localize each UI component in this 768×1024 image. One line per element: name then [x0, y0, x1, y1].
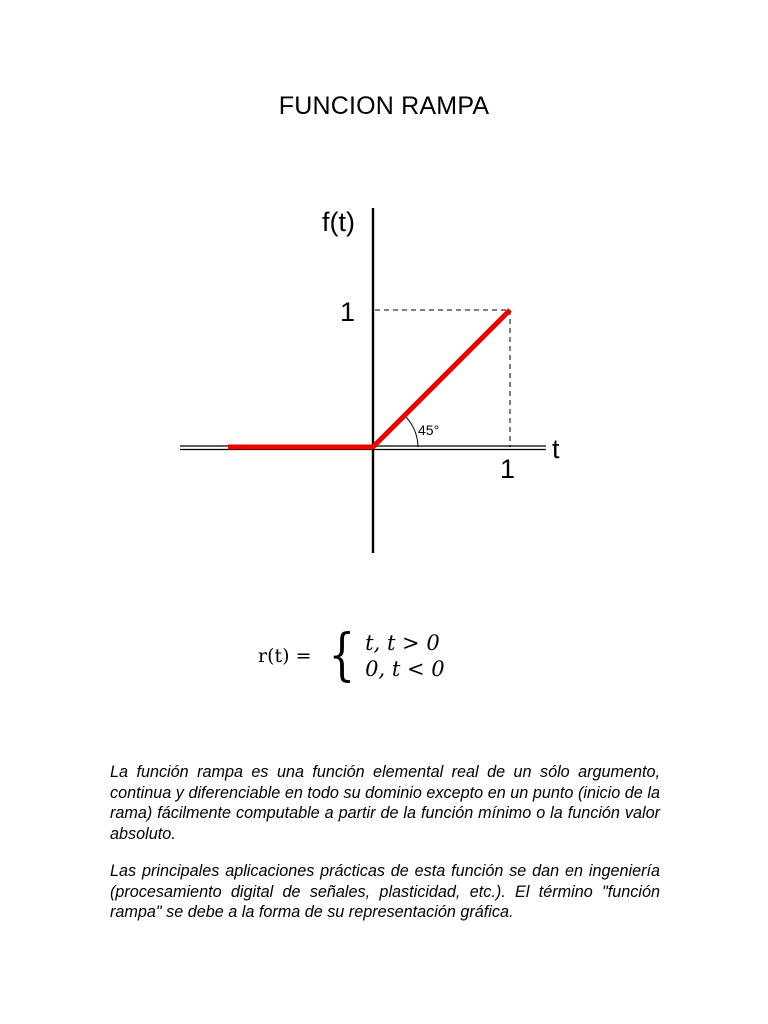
angle-label: 45° — [418, 422, 440, 438]
page-title: FUNCION RAMPA — [278, 92, 490, 120]
formula-brace: { — [327, 623, 355, 688]
x-axis-label: t — [552, 434, 560, 464]
y-tick-label: 1 — [340, 297, 356, 327]
y-axis-label: f(t) — [322, 207, 355, 237]
formula-case-1: t, t > 0 — [365, 631, 440, 655]
x-tick-label: 1 — [500, 454, 516, 484]
paragraph-applications: Las principales aplicaciones prácticas de esta función se dan en ingeniería (procesamiento digital de señales, plasticidad, etc.). El término "función rampa" se debe a la forma de su representación gráfica. — [110, 862, 660, 921]
formula-cases — [365, 630, 444, 682]
angle-arc — [403, 414, 418, 447]
ramp-formula — [258, 623, 445, 688]
paragraph-definition: La función rampa es una función elemental real de un sólo argumento, continua y diferenciable en todo su dominio excepto en un punto (inicio de la rama) fácilmente computable a partir de la función mínimo o la función valor absoluto. — [110, 763, 660, 843]
ramp-curve — [228, 310, 510, 447]
formula-case-2: 0, t < 0 — [365, 657, 445, 681]
formula-lhs: r(t) = — [258, 645, 312, 667]
